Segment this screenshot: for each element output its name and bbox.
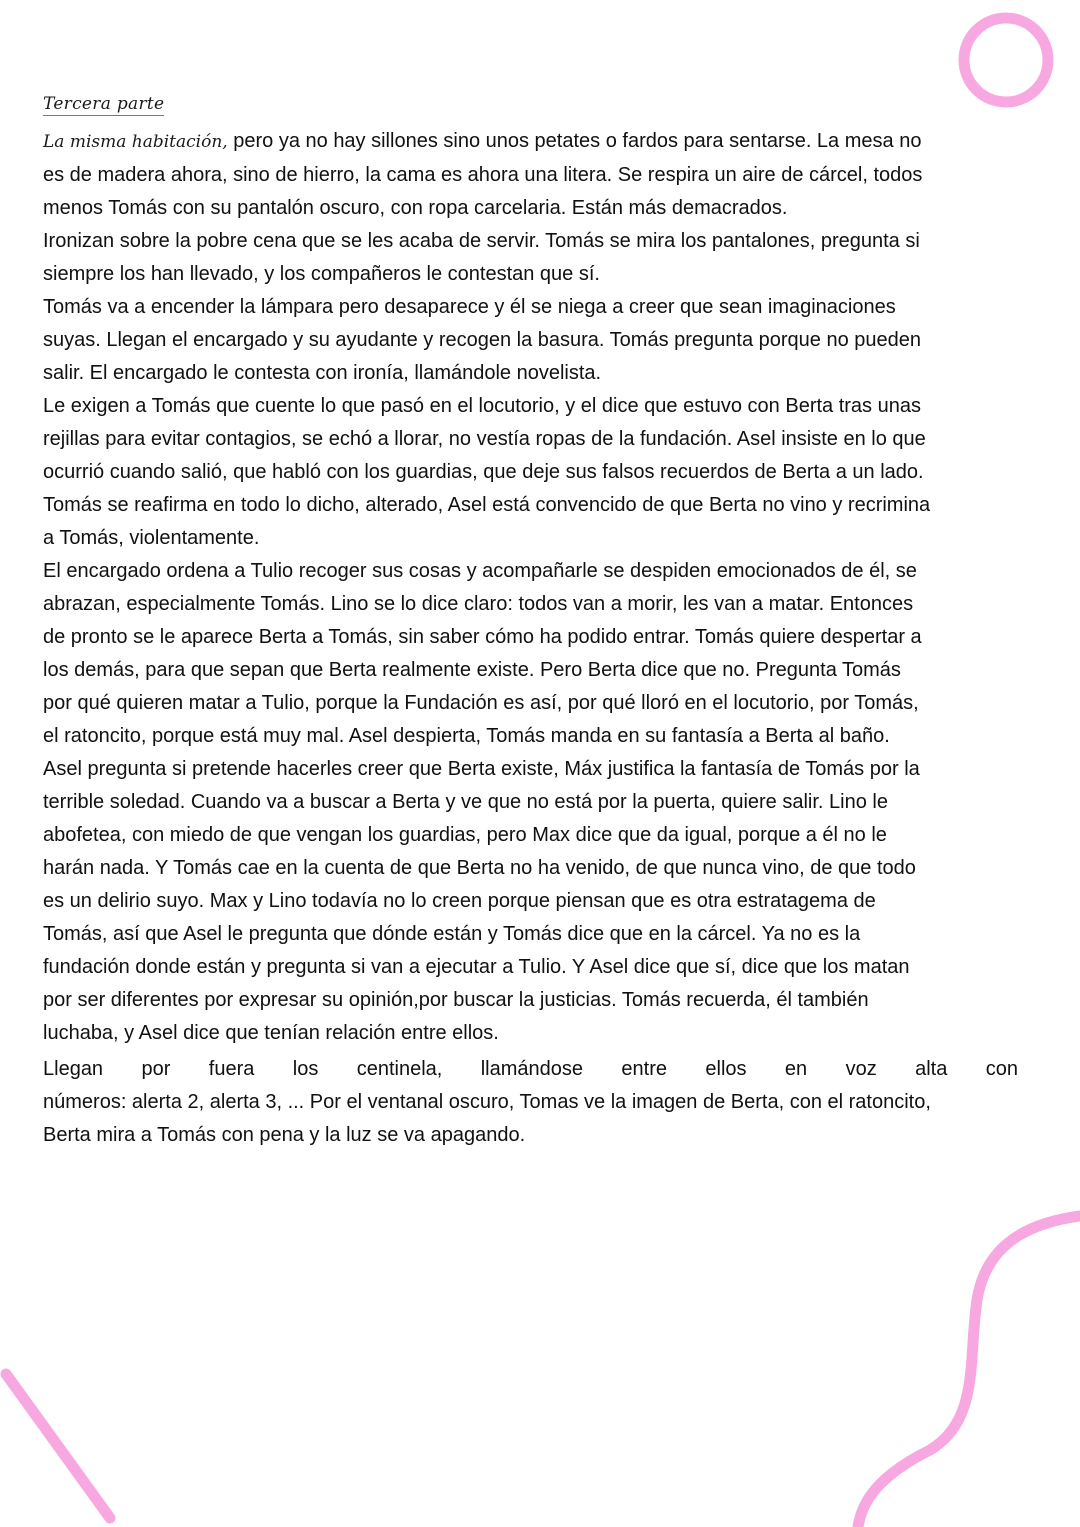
paragraph-line: Berta mira a Tomás con pena y la luz se va apagando. <box>43 1124 526 1146</box>
paragraph-line: es de madera ahora, sino de hierro, la cama es ahora una litera. Se respira un aire de cárcel, todos <box>43 164 923 186</box>
paragraph-line: Le exigen a Tomás que cuente lo que pasó en el locutorio, y el dice que estuvo con Berta tras unas <box>43 395 921 417</box>
paragraph-line: Tomás va a encender la lámpara pero desaparece y él se niega a creer que sean imaginaciones <box>43 296 896 318</box>
paragraph-line: terrible soledad. Cuando va a buscar a Berta y ve que no está por la puerta, quiere salir. Lino le <box>43 791 888 813</box>
paragraph-line: abrazan, especialmente Tomás. Lino se lo dice claro: todos van a morir, les van a matar. Entonces <box>43 593 914 615</box>
paragraph-6 <box>43 1053 1018 1152</box>
paragraph-line: Ironizan sobre la pobre cena que se les acaba de servir. Tomás se mira los pantalones, pregunta si <box>43 230 920 252</box>
paragraph-1 <box>43 125 1018 225</box>
paragraph-2 <box>43 225 1018 291</box>
paragraph-line: luchaba, y Asel dice que tenían relación entre ellos. <box>43 1022 499 1044</box>
paragraph-line: números: alerta 2, alerta 3, ... Por el ventanal oscuro, Tomas ve la imagen de Berta, con el ratoncito, <box>43 1091 931 1113</box>
paragraph-line: siempre los han llevado, y los compañeros le contestan que sí. <box>43 263 600 285</box>
paragraph-line: suyas. Llegan el encargado y su ayudante y recogen la basura. Tomás pregunta porque no pueden <box>43 329 922 351</box>
paragraph-line: es un delirio suyo. Max y Lino todavía no lo creen porque piensan que es otra estratagema de <box>43 890 876 912</box>
paragraph-line: de pronto se le aparece Berta a Tomás, sin saber cómo ha podido entrar. Tomás quiere despertar a <box>43 626 922 648</box>
pink-curve-doodle <box>858 1216 1080 1527</box>
paragraph-line: el ratoncito, porque está muy mal. Asel despierta, Tomás manda en su fantasía a Berta al baño. <box>43 725 890 747</box>
paragraph-line: salir. El encargado le contesta con ironía, llamándole novelista. <box>43 362 602 384</box>
paragraph-line: los demás, para que sepan que Berta realmente existe. Pero Berta dice que no. Pregunta Tomás <box>43 659 901 681</box>
paragraph-line: La misma habitación, pero ya no hay sillones sino unos petates o fardos para sentarse. La mesa no <box>43 130 922 152</box>
pink-circle-doodle <box>964 18 1048 102</box>
paragraph-line: El encargado ordena a Tulio recoger sus cosas y acompañarle se despiden emocionados de él, se <box>43 560 917 582</box>
paragraph-3 <box>43 291 1018 390</box>
paragraph-5 <box>43 555 1018 1050</box>
paragraph-line: abofetea, con miedo de que vengan los guardias, pero Max dice que da igual, porque a él no le <box>43 824 887 846</box>
paragraph-4 <box>43 390 1018 555</box>
paragraph-line: harán nada. Y Tomás cae en la cuenta de que Berta no ha venido, de que nunca vino, de que todo <box>43 857 916 879</box>
pink-line-doodle <box>6 1374 110 1518</box>
paragraph-line: por qué quieren matar a Tulio, porque la Fundación es así, por qué lloró en el locutorio, por Tomás, <box>43 692 919 714</box>
paragraph-line: Tomás se reafirma en todo lo dicho, alterado, Asel está convencido de que Berta no vino y recrimina <box>43 494 931 516</box>
paragraph-line: a Tomás, violentamente. <box>43 527 260 549</box>
paragraph-line-justified: Llegan por fuera los centinela, llamándose entre ellos en voz alta con <box>43 1058 1018 1080</box>
paragraph-line: ocurrió cuando salió, que habló con los guardias, que deje sus falsos recuerdos de Berta a un lado. <box>43 461 924 483</box>
paragraph-line: fundación donde están y pregunta si van a ejecutar a Tulio. Y Asel dice que sí, dice que los matan <box>43 956 910 978</box>
document-body <box>43 125 1018 1152</box>
paragraph-line: Asel pregunta si pretende hacerles creer que Berta existe, Máx justifica la fantasía de Tomás por la <box>43 758 920 780</box>
lead-phrase: La misma habitación, <box>43 132 228 152</box>
paragraph-line: rejillas para evitar contagios, se echó a llorar, no vestía ropas de la fundación. Asel insiste en lo que <box>43 428 926 450</box>
paragraph-line: menos Tomás con su pantalón oscuro, con ropa carcelaria. Están más demacrados. <box>43 197 788 219</box>
section-heading: Tercera parte <box>43 94 165 114</box>
paragraph-line: Tomás, así que Asel le pregunta que dónde están y Tomás dice que en la cárcel. Ya no es la <box>43 923 861 945</box>
paragraph-line: por ser diferentes por expresar su opinión,por buscar la justicias. Tomás recuerda, él también <box>43 989 869 1011</box>
